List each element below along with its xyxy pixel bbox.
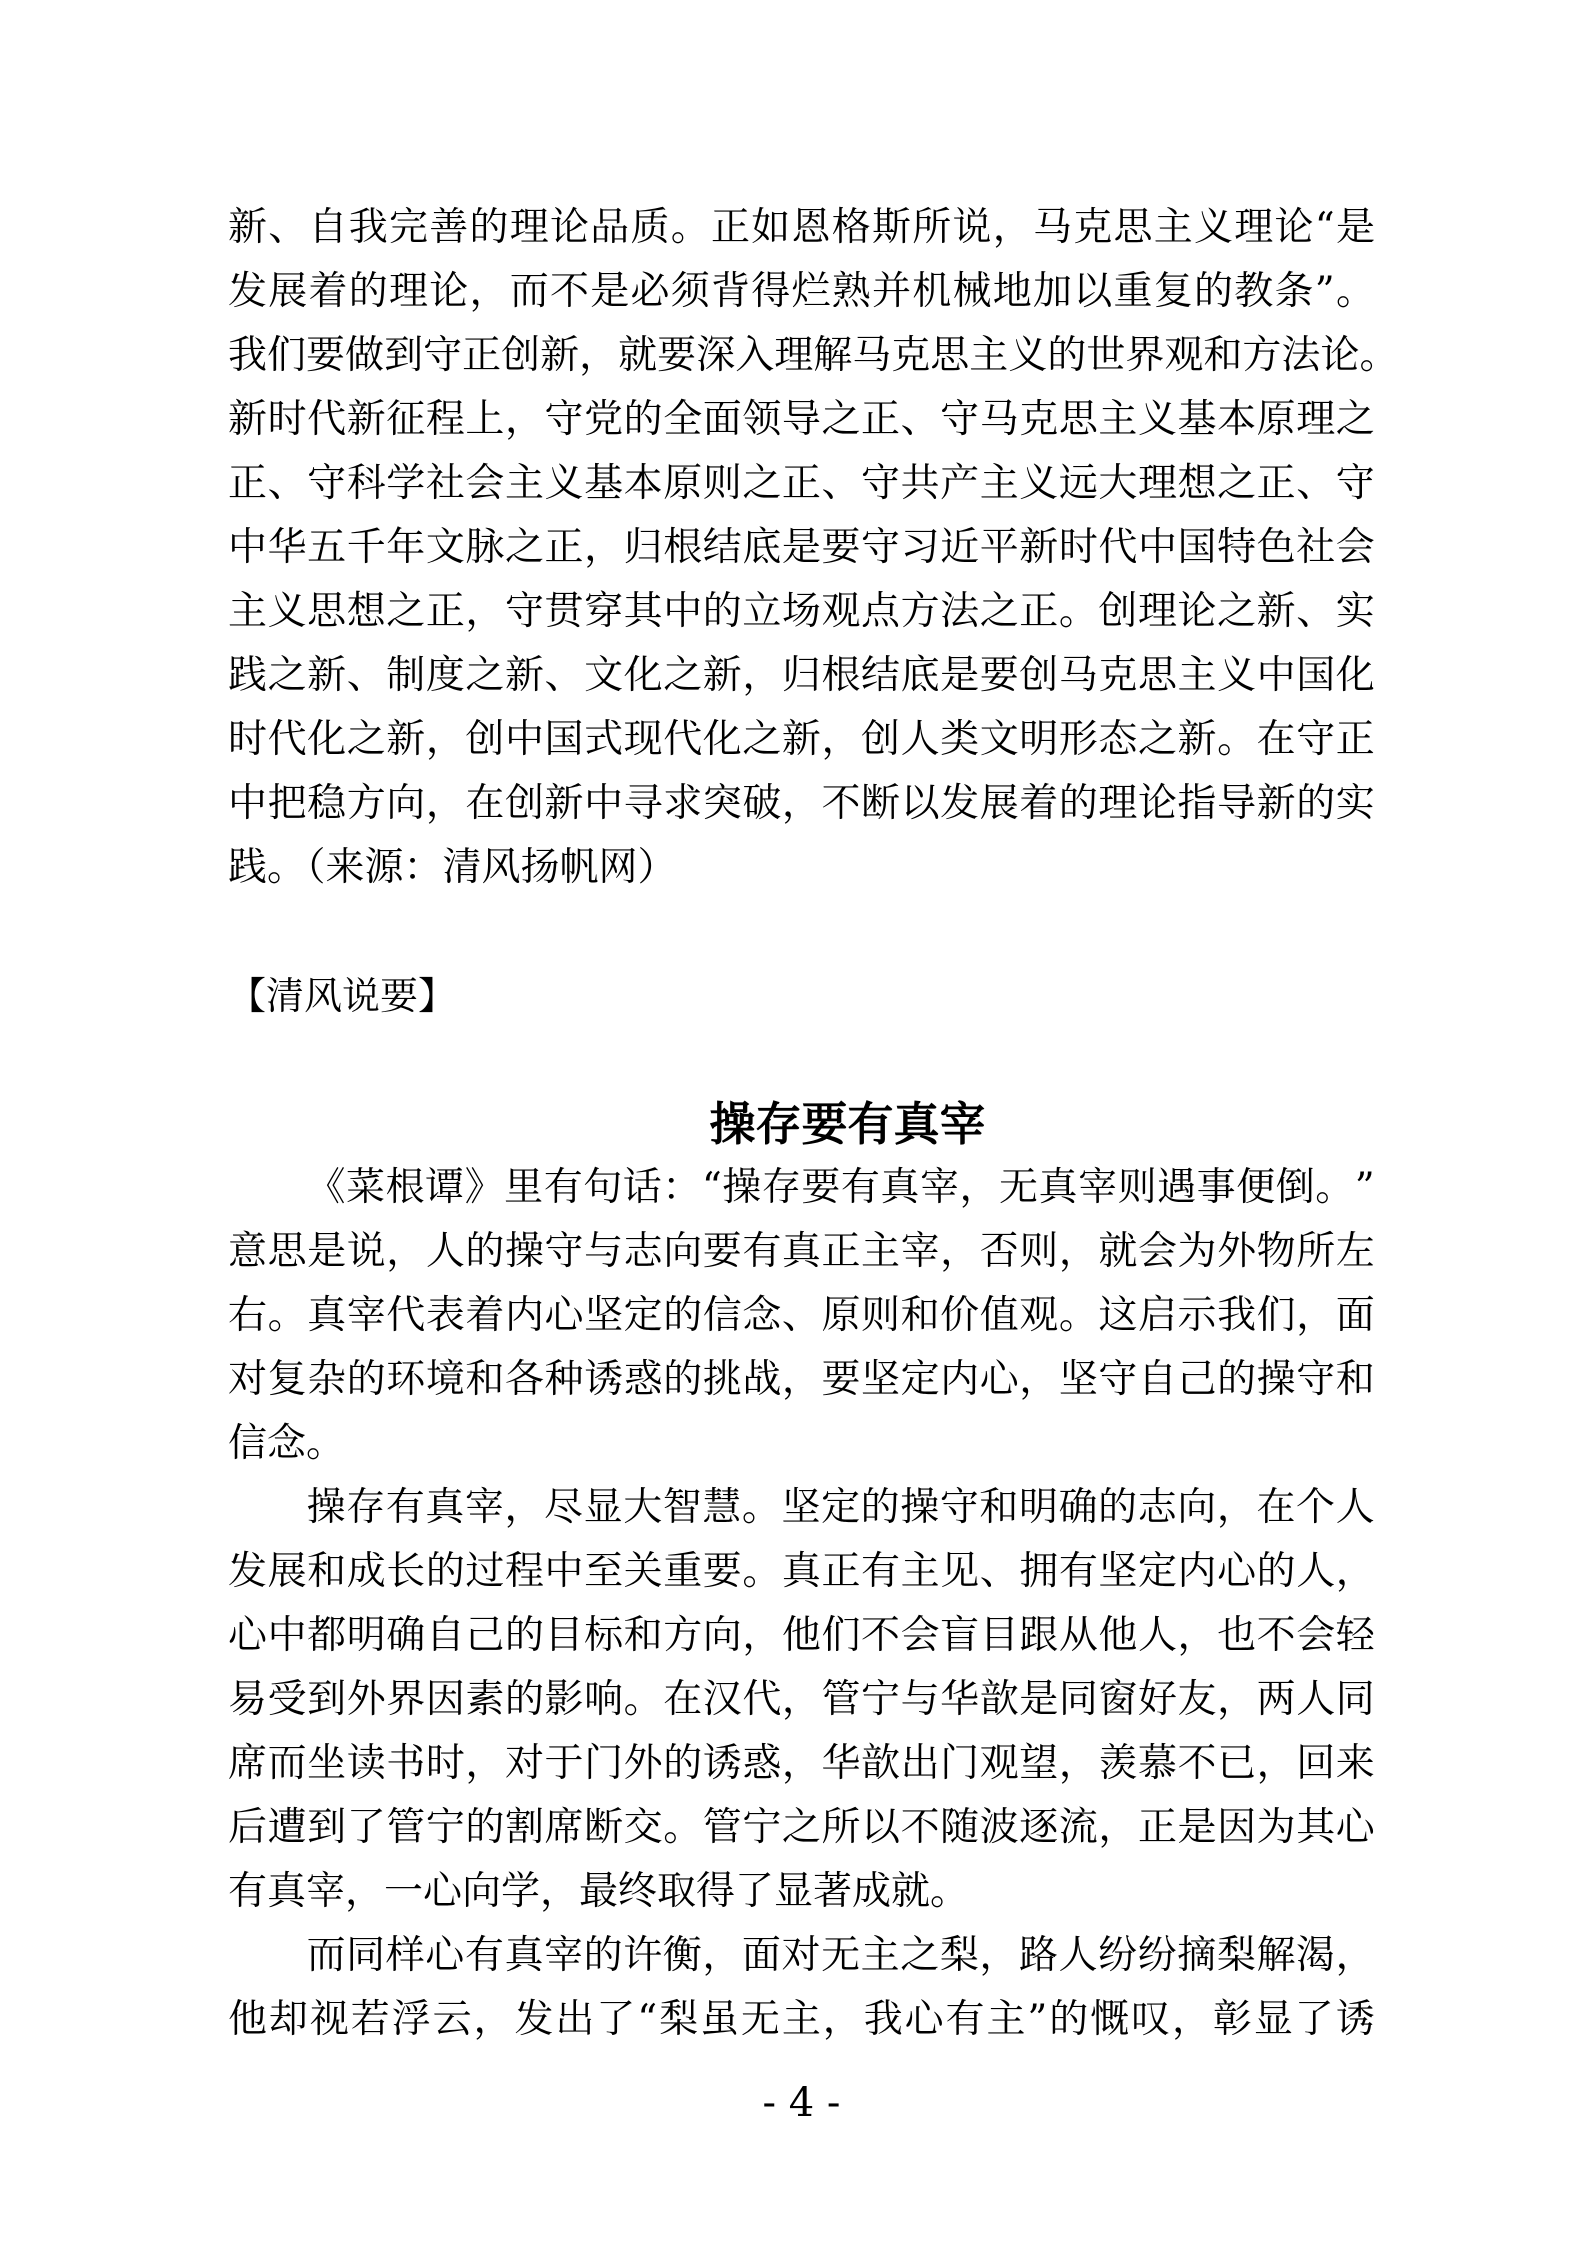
text-line: 有真宰，一心向学，最终取得了显著成就。 xyxy=(228,1869,970,1914)
first-line-indent xyxy=(228,1967,306,1968)
text-line: 中 把 稳 方 向 ， 在 创 新 中 寻 求 突 破 ， 不 断 以 发 展 着 的 理 论 指 导 新 的 实 xyxy=(228,781,1375,826)
text-line: 信念。 xyxy=(228,1421,346,1466)
text-line: 发 展 着 的 理 论 ， 而 不 是 必 须 背 得 烂 熟 并 机 械 地 加 以 重 复 的 教 条 ” 。 xyxy=(228,269,1375,314)
text-line: 践 之 新 、 制 度 之 新 、 文 化 之 新 ， 归 根 结 底 是 要 创 马 克 思 主 义 中 国 化 xyxy=(228,653,1375,698)
text-line: 席 而 坐 读 书 时 ， 对 于 门 外 的 诱 惑 ， 华 歆 出 门 观 望 ， 羡 慕 不 已 ， 回 来 xyxy=(228,1741,1375,1786)
text-line: 发 展 和 成 长 的 过 程 中 至 关 重 要 。 真 正 有 主 见 、 拥 有 坚 定 内 心 的 人 ， xyxy=(228,1549,1375,1594)
paragraph-continuation-shouzheng-chuangxin xyxy=(228,196,1399,900)
paragraph-xuheng-story xyxy=(228,1924,1375,2052)
text-line: 践。（来源：清风扬帆网） xyxy=(228,845,677,890)
document-body xyxy=(228,196,1399,2052)
text-line: 对 复 杂 的 环 境 和 各 种 诱 惑 的 挑 战 ， 要 坚 定 内 心 ， 坚 守 自 己 的 操 守 和 xyxy=(228,1357,1375,1402)
text-line: 而 同 样 心 有 真 宰 的 许 衡 ， 面 对 无 主 之 梨 ， 路 人 纷 纷 摘 梨 解 渴 ， xyxy=(228,1924,1375,1988)
text-line: 时 代 化 之 新 ， 创 中 国 式 现 代 化 之 新 ， 创 人 类 文 明 形 态 之 新 。 在 守 正 xyxy=(228,717,1375,762)
paragraph-caigentan-quote xyxy=(228,1156,1375,1476)
text-line: 主 义 思 想 之 正 ， 守 贯 穿 其 中 的 立 场 观 点 方 法 之 正 。 创 理 论 之 新 、 实 xyxy=(228,589,1375,634)
page-number: - 4 - xyxy=(762,2080,841,2126)
text-line: 右 。 真 宰 代 表 着 内 心 坚 定 的 信 念 、 原 则 和 价 值 观 。 这 启 示 我 们 ， 面 xyxy=(228,1293,1375,1338)
first-line-indent xyxy=(228,1519,306,1520)
text-line: 新 、 自 我 完 善 的 理 论 品 质 。 正 如 恩 格 斯 所 说 ， 马 克 思 主 义 理 论 “ 是 xyxy=(228,205,1375,250)
paragraph-guanning-story xyxy=(228,1476,1375,1924)
text-line: 易 受 到 外 界 因 素 的 影 响 。 在 汉 代 ， 管 宁 与 华 歆 是 同 窗 好 友 ， 两 人 同 xyxy=(228,1677,1375,1722)
text-line: 操 存 有 真 宰 ， 尽 显 大 智 慧 。 坚 定 的 操 守 和 明 确 的 志 向 ， 在 个 人 xyxy=(228,1476,1375,1540)
blank-line xyxy=(228,1028,1375,1092)
text-line: 中 华 五 千 年 文 脉 之 正 ， 归 根 结 底 是 要 守 习 近 平 新 时 代 中 国 特 色 社 会 xyxy=(228,525,1375,570)
text-line: 后 遭 到 了 管 宁 的 割 席 断 交 。 管 宁 之 所 以 不 随 波 逐 流 ， 正 是 因 为 其 心 xyxy=(228,1805,1375,1850)
text-line: 正 、 守 科 学 社 会 主 义 基 本 原 则 之 正 、 守 共 产 主 义 远 大 理 想 之 正 、 守 xyxy=(228,461,1375,506)
text-line: 《 菜 根 谭 》 里 有 句 话 ： “ 操 存 要 有 真 宰 ， 无 真 宰 则 遇 事 便 倒 。 ” xyxy=(228,1156,1375,1220)
text-line: 他 却 视 若 浮 云 ， 发 出 了 “ 梨 虽 无 主 ， 我 心 有 主 ” 的 慨 叹 ， 彰 显 了 诱 xyxy=(228,1997,1375,2042)
section-heading: 【清风说要】 xyxy=(228,974,457,1018)
text-line: 我 们 要 做 到 守 正 创 新 ， 就 要 深 入 理 解 马 克 思 主 义 的 世 界 观 和 方 法 论 。 xyxy=(228,333,1399,378)
text-line: 新 时 代 新 征 程 上 ， 守 党 的 全 面 领 导 之 正 、 守 马 克 思 主 义 基 本 原 理 之 xyxy=(228,397,1375,442)
essay-title: 操存要有真宰 xyxy=(709,1097,986,1151)
text-line: 意 思 是 说 ， 人 的 操 守 与 志 向 要 有 真 正 主 宰 ， 否 则 ， 就 会 为 外 物 所 左 xyxy=(228,1229,1375,1274)
blank-line xyxy=(228,900,1375,964)
first-line-indent xyxy=(228,1199,306,1200)
text-line: 心 中 都 明 确 自 己 的 目 标 和 方 向 ， 他 们 不 会 盲 目 跟 从 他 人 ， 也 不 会 轻 xyxy=(228,1613,1375,1658)
